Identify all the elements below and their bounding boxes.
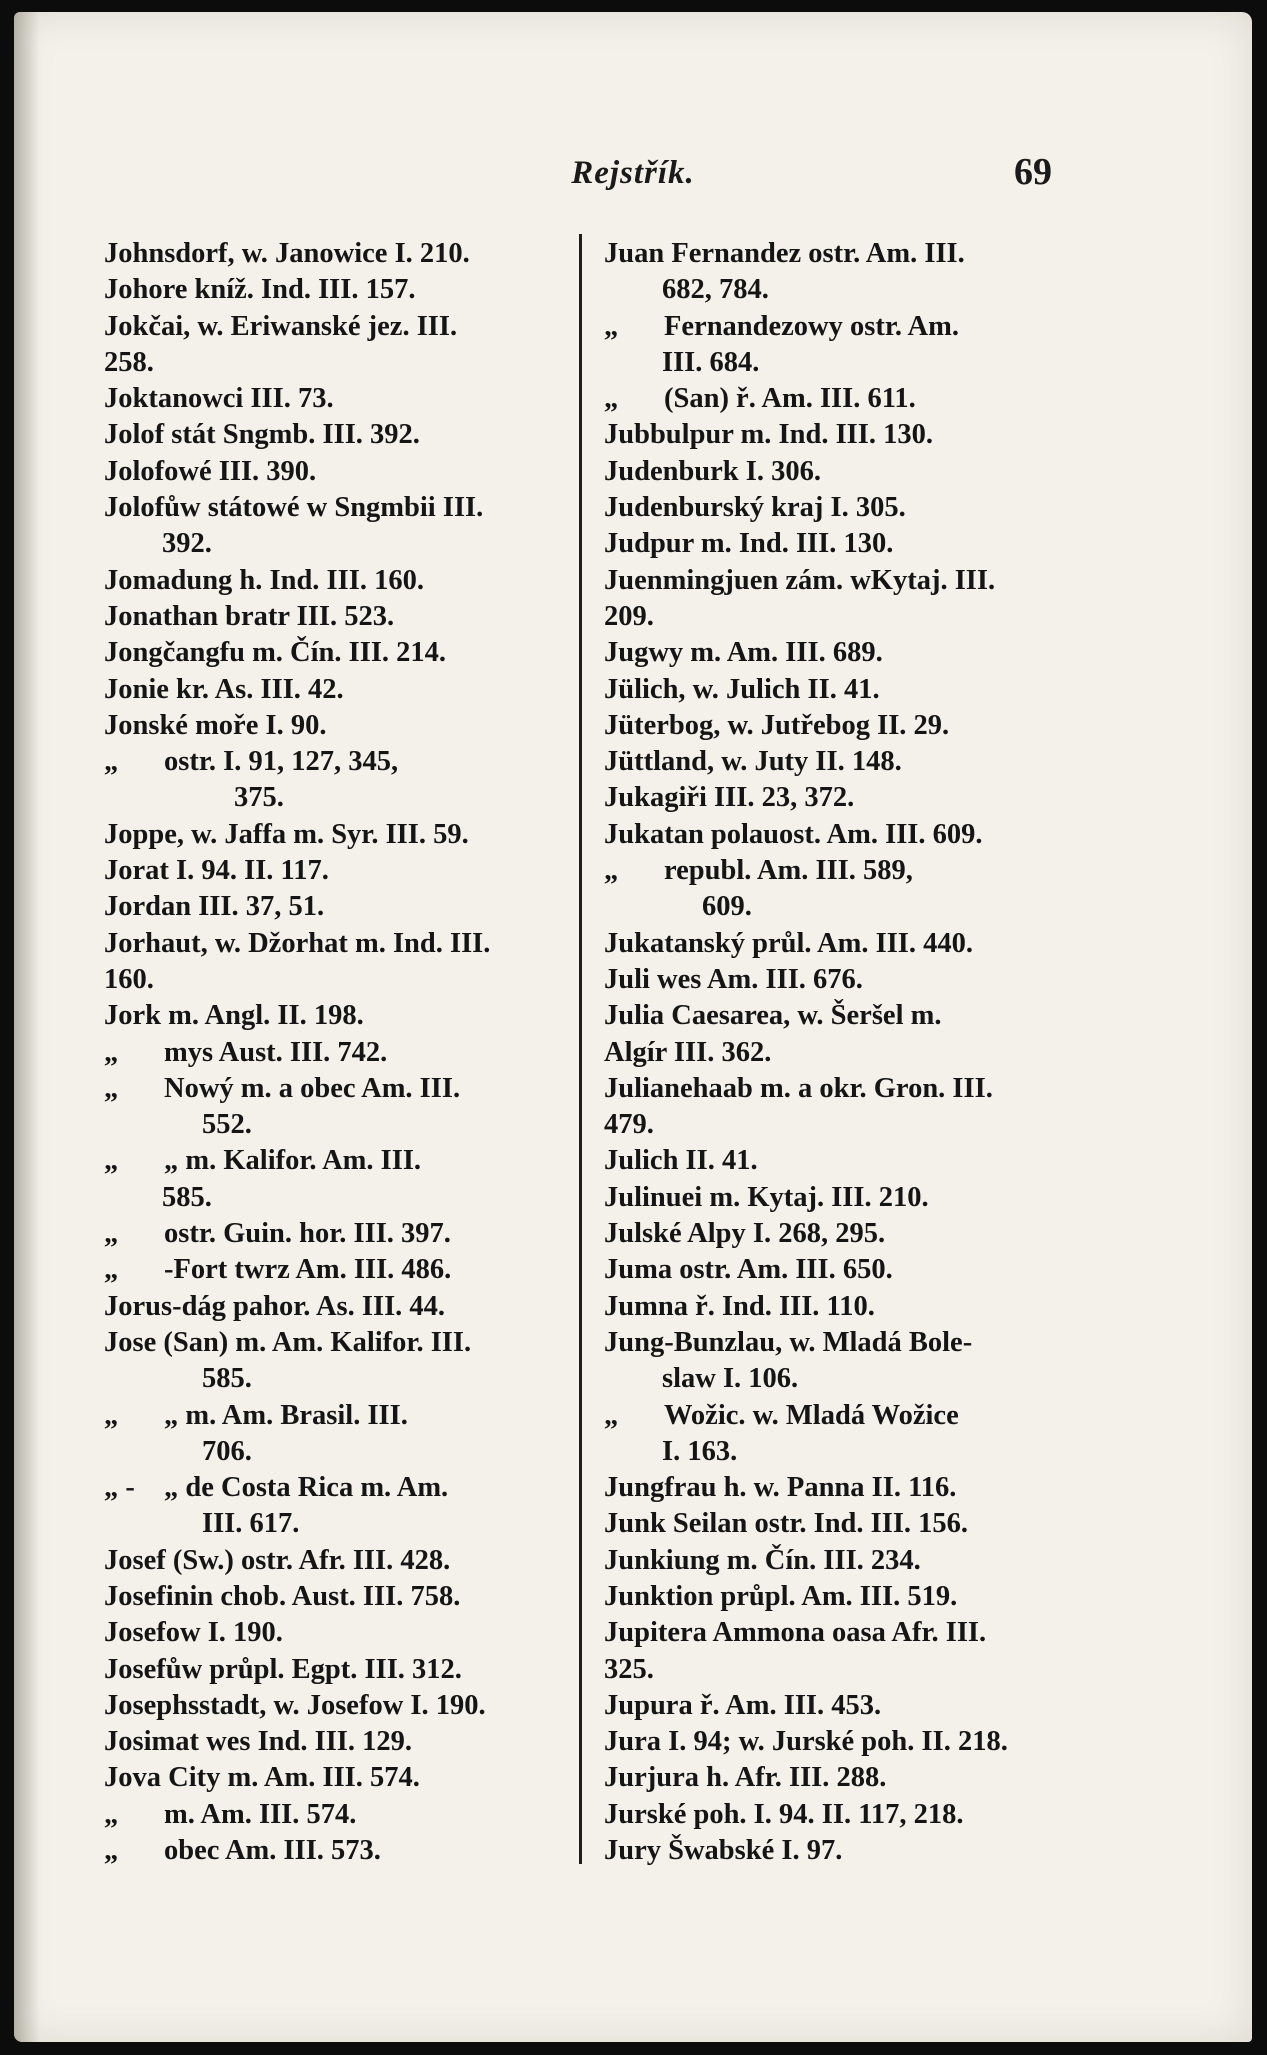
- index-entry: [104, 1506, 574, 1542]
- index-entry-text: 209.: [604, 600, 654, 632]
- index-entry: [104, 1615, 574, 1651]
- index-entry-text: Jupitera Ammona oasa Afr. III.: [604, 1617, 987, 1649]
- index-entry: [104, 1107, 574, 1143]
- index-entry-text: (San) ř. Am. III. 611.: [664, 383, 916, 415]
- index-entry: [104, 1325, 574, 1361]
- ditto-mark: „: [104, 1145, 119, 1177]
- index-entry-text: Juan Fernandez ostr. Am. III.: [604, 238, 965, 269]
- index-entry-text: Jolofůw státowé w Sngmbii III.: [104, 492, 484, 524]
- index-entry-text: Jonathan bratr III. 523.: [104, 600, 395, 632]
- ditto-mark: „: [104, 746, 119, 778]
- index-entry: [104, 526, 574, 562]
- index-entry-text: Jury Šwabské I. 97.: [604, 1835, 843, 1867]
- index-entry: [104, 417, 574, 453]
- index-entry: [604, 1470, 1069, 1506]
- index-entry: [604, 454, 1069, 490]
- index-entry-text: Jung-Bunzlau, w. Mladá Bole-: [604, 1326, 973, 1358]
- index-entry-text: Jonské moře I. 90.: [104, 709, 327, 741]
- index-entry: [104, 962, 574, 998]
- index-entry: [604, 272, 1069, 308]
- index-entry: [604, 345, 1069, 381]
- ditto-mark: „: [104, 1072, 119, 1104]
- index-entry: [604, 744, 1069, 780]
- index-entry-text: Johore kníž. Ind. III. 157.: [104, 274, 416, 306]
- index-entry-text: 585.: [162, 1181, 212, 1213]
- index-entry: [604, 1216, 1069, 1252]
- index-entry: [104, 853, 574, 889]
- index-entry: [604, 672, 1069, 708]
- index-entry-text: Julianehaab m. a okr. Gron. III.: [604, 1072, 993, 1104]
- index-entry-text: Julia Caesarea, w. Šeršel m.: [604, 1000, 942, 1032]
- index-entry-text: Junk Seilan ostr. Ind. III. 156.: [604, 1508, 969, 1540]
- index-entry: [604, 1724, 1069, 1760]
- index-entry-text: ostr. Guin. hor. III. 397.: [164, 1218, 451, 1250]
- index-entry-text: Josefůw průpl. Egpt. III. 312.: [104, 1653, 462, 1685]
- index-entry: [104, 454, 574, 490]
- index-entry-text: Jukagiři III. 23, 372.: [604, 782, 855, 814]
- index-entry-text: 375.: [234, 782, 284, 814]
- index-entry: [104, 599, 574, 635]
- index-entry-text: Jungfrau h. w. Panna II. 116.: [604, 1472, 957, 1504]
- index-entry: [104, 1760, 574, 1796]
- running-header-title: Rejstřík.: [571, 155, 695, 191]
- index-entry-text: Juenmingjuen zám. wKytaj. III.: [604, 564, 996, 596]
- index-entry-text: Jorus-dág pahor. As. III. 44.: [104, 1290, 446, 1322]
- index-entry: [604, 817, 1069, 853]
- index-entry-text: Jordan III. 37, 51.: [104, 891, 325, 923]
- index-entry: [604, 1398, 1069, 1434]
- index-entry-text: III. 684.: [662, 346, 760, 378]
- index-entry: [104, 1035, 574, 1071]
- index-entry-text: Juma ostr. Am. III. 650.: [604, 1254, 893, 1286]
- index-entry-text: Algír III. 362.: [604, 1036, 772, 1068]
- column-divider: [579, 234, 582, 1864]
- index-entry: [604, 1579, 1069, 1615]
- index-entry-text: mys Aust. III. 742.: [164, 1036, 388, 1068]
- index-entry-text: Jork m. Angl. II. 198.: [104, 1000, 364, 1032]
- index-entry: [604, 853, 1069, 889]
- index-entry-text: Judpur m. Ind. III. 130.: [604, 528, 894, 560]
- index-entry: [104, 926, 574, 962]
- index-entry-text: 258.: [104, 346, 154, 378]
- index-entry: [604, 490, 1069, 526]
- index-entry-text: 706.: [202, 1435, 252, 1467]
- ditto-mark: „: [604, 383, 619, 415]
- index-entry-text: Jurské poh. I. 94. II. 117, 218.: [604, 1798, 964, 1830]
- index-entry-text: „ m. Am. Brasil. III.: [164, 1399, 408, 1431]
- index-entry-text: Josefow I. 190.: [104, 1617, 283, 1649]
- index-entry: [604, 780, 1069, 816]
- index-entry-text: Julinuei m. Kytaj. III. 210.: [604, 1181, 929, 1213]
- index-entry: [604, 1289, 1069, 1325]
- index-entry-text: 682, 784.: [662, 274, 769, 306]
- index-entry: [104, 744, 574, 780]
- index-entry-text: Jomadung h. Ind. III. 160.: [104, 564, 424, 596]
- index-entry: [604, 381, 1069, 417]
- ditto-mark: „: [104, 1036, 119, 1068]
- index-entry: [104, 1434, 574, 1470]
- index-column-left: [104, 236, 574, 1869]
- index-entry-text: I. 163.: [662, 1435, 738, 1467]
- ditto-mark: „: [604, 855, 619, 887]
- index-entry-text: Julich II. 41.: [604, 1145, 758, 1177]
- index-entry-text: Johnsdorf, w. Janowice I. 210.: [104, 238, 470, 269]
- index-entry: [604, 236, 1069, 272]
- index-entry: [604, 1506, 1069, 1542]
- index-entry: [104, 672, 574, 708]
- index-entry: [604, 309, 1069, 345]
- index-entry: [604, 1688, 1069, 1724]
- page-number: 69: [1014, 151, 1052, 193]
- index-entry-text: Josephsstadt, w. Josefow I. 190.: [104, 1689, 486, 1721]
- index-entry-text: 552.: [202, 1109, 252, 1141]
- index-entry: [604, 889, 1069, 925]
- index-entry: [104, 1289, 574, 1325]
- index-entry-text: „ m. Kalifor. Am. III.: [164, 1145, 422, 1177]
- ditto-mark: „: [104, 1835, 119, 1867]
- index-entry: [604, 599, 1069, 635]
- index-entry: [104, 381, 574, 417]
- index-entry-text: Juli wes Am. III. 676.: [604, 963, 863, 995]
- index-entry-text: Jukatan polauost. Am. III. 609.: [604, 818, 983, 850]
- index-entry: [104, 563, 574, 599]
- index-entry-text: 392.: [162, 528, 212, 560]
- index-entry: [104, 1652, 574, 1688]
- index-entry-text: Jolofowé III. 390.: [104, 455, 317, 487]
- index-entry: [604, 1833, 1069, 1869]
- index-entry-text: III. 617.: [202, 1508, 300, 1540]
- ditto-mark: „: [604, 310, 619, 342]
- index-entry-text: obec Am. III. 573.: [164, 1835, 381, 1867]
- ditto-mark: „: [104, 1399, 119, 1431]
- index-entry-text: Jura I. 94; w. Jurské poh. II. 218.: [604, 1726, 1008, 1758]
- index-entry: [604, 417, 1069, 453]
- index-entry-text: ostr. I. 91, 127, 345,: [164, 746, 399, 778]
- index-entry-text: republ. Am. III. 589,: [664, 855, 913, 887]
- index-entry-text: Jüterbog, w. Jutřebog II. 29.: [604, 709, 950, 741]
- index-entry: [104, 1797, 574, 1833]
- page-fold-shadow: [14, 12, 40, 2042]
- index-entry: [604, 1797, 1069, 1833]
- index-entry-text: Jülich, w. Julich II. 41.: [604, 673, 880, 705]
- index-entry: [104, 1143, 574, 1179]
- index-entry: [104, 490, 574, 526]
- index-entry: [104, 236, 574, 272]
- index-entry: [604, 1071, 1069, 1107]
- index-entry: [104, 1543, 574, 1579]
- ditto-mark: „: [604, 1399, 619, 1431]
- ditto-mark: „: [104, 1254, 119, 1286]
- index-entry-text: Wožic. w. Mladá Wožice: [664, 1399, 959, 1431]
- index-entry-text: m. Am. III. 574.: [164, 1798, 357, 1830]
- index-entry-text: Josimat wes Ind. III. 129.: [104, 1726, 413, 1758]
- index-entry-text: Jose (San) m. Am. Kalifor. III.: [104, 1326, 472, 1358]
- index-entry-text: Judenburk I. 306.: [604, 455, 821, 487]
- ditto-mark: „: [104, 1798, 119, 1830]
- index-entry: [104, 708, 574, 744]
- index-entry-text: Josef (Sw.) ostr. Afr. III. 428.: [104, 1544, 451, 1576]
- index-entry-text: 609.: [702, 891, 752, 923]
- ditto-mark: „ -: [104, 1472, 135, 1504]
- index-entry: [104, 1361, 574, 1397]
- index-entry: [104, 1579, 574, 1615]
- index-entry: [104, 1833, 574, 1869]
- index-entry: [604, 1252, 1069, 1288]
- index-entry: [104, 309, 574, 345]
- index-entry-text: Joppe, w. Jaffa m. Syr. III. 59.: [104, 818, 469, 850]
- index-entry-text: Judenburský kraj I. 305.: [604, 492, 906, 524]
- index-entry: [604, 526, 1069, 562]
- index-entry: [604, 1652, 1069, 1688]
- index-entry-text: Jongčangfu m. Čín. III. 214.: [104, 637, 447, 669]
- index-entry: [104, 1688, 574, 1724]
- index-entry: [104, 272, 574, 308]
- index-entry: [604, 998, 1069, 1034]
- index-entry: [104, 1216, 574, 1252]
- index-entry-text: Jüttland, w. Juty II. 148.: [604, 746, 902, 778]
- index-entry-text: „ de Costa Rica m. Am.: [164, 1472, 449, 1504]
- index-entry-text: 479.: [604, 1109, 654, 1141]
- index-entry: [104, 1724, 574, 1760]
- index-entry-text: Joktanowci III. 73.: [104, 383, 334, 415]
- index-entry-text: Jorhaut, w. Džorhat m. Ind. III.: [104, 927, 491, 959]
- index-entry-text: Jorat I. 94. II. 117.: [104, 855, 329, 887]
- index-entry-text: Jupura ř. Am. III. 453.: [604, 1689, 882, 1721]
- book-page: [14, 12, 1252, 2042]
- index-entry-text: Jurjura h. Afr. III. 288.: [604, 1762, 887, 1794]
- index-entry-text: Jonie kr. As. III. 42.: [104, 673, 344, 705]
- index-entry: [604, 635, 1069, 671]
- index-entry-text: Jokčai, w. Eriwanské jez. III.: [104, 310, 458, 342]
- index-entry-text: Jova City m. Am. III. 574.: [104, 1762, 420, 1794]
- index-entry-text: 585.: [202, 1363, 252, 1395]
- index-entry: [104, 635, 574, 671]
- index-entry-text: Julské Alpy I. 268, 295.: [604, 1218, 886, 1250]
- index-entry: [104, 889, 574, 925]
- index-entry-text: Junktion průpl. Am. III. 519.: [604, 1580, 958, 1612]
- index-entry-text: Jolof stát Sngmb. III. 392.: [104, 419, 420, 451]
- index-entry: [604, 1325, 1069, 1361]
- index-column-right: [604, 236, 1069, 1869]
- index-entry-text: Jugwy m. Am. III. 689.: [604, 637, 883, 669]
- index-entry-text: Junkiung m. Čín. III. 234.: [604, 1544, 921, 1576]
- index-entry-text: Fernandezowy ostr. Am.: [664, 310, 960, 342]
- index-entry-text: Jumna ř. Ind. III. 110.: [604, 1290, 875, 1322]
- index-entry: [604, 563, 1069, 599]
- index-entry: [104, 1252, 574, 1288]
- index-entry-text: Jubbulpur m. Ind. III. 130.: [604, 419, 933, 451]
- index-entry: [104, 1180, 574, 1216]
- index-entry-text: 325.: [604, 1653, 654, 1685]
- index-entry: [604, 1543, 1069, 1579]
- index-entry: [604, 1361, 1069, 1397]
- index-entry: [604, 708, 1069, 744]
- index-entry: [104, 1470, 574, 1506]
- ditto-mark: „: [104, 1218, 119, 1250]
- index-entry-text: Josefinin chob. Aust. III. 758.: [104, 1580, 461, 1612]
- index-entry: [604, 1035, 1069, 1071]
- index-entry: [104, 780, 574, 816]
- index-entry: [604, 926, 1069, 962]
- index-entry: [604, 1760, 1069, 1796]
- index-entry-text: slaw I. 106.: [662, 1363, 799, 1395]
- index-entry: [604, 962, 1069, 998]
- index-entry: [604, 1434, 1069, 1470]
- index-entry: [604, 1180, 1069, 1216]
- index-entry-text: Jukatanský průl. Am. III. 440.: [604, 927, 974, 959]
- index-entry: [104, 345, 574, 381]
- index-entry: [104, 1398, 574, 1434]
- index-entry-text: Nowý m. a obec Am. III.: [164, 1072, 461, 1104]
- index-entry-text: 160.: [104, 963, 154, 995]
- index-entry: [104, 817, 574, 853]
- index-entry: [104, 1071, 574, 1107]
- index-entry: [104, 998, 574, 1034]
- index-entry-text: -Fort twrz Am. III. 486.: [164, 1254, 452, 1286]
- index-entry: [604, 1107, 1069, 1143]
- index-entry: [604, 1615, 1069, 1651]
- index-entry: [604, 1143, 1069, 1179]
